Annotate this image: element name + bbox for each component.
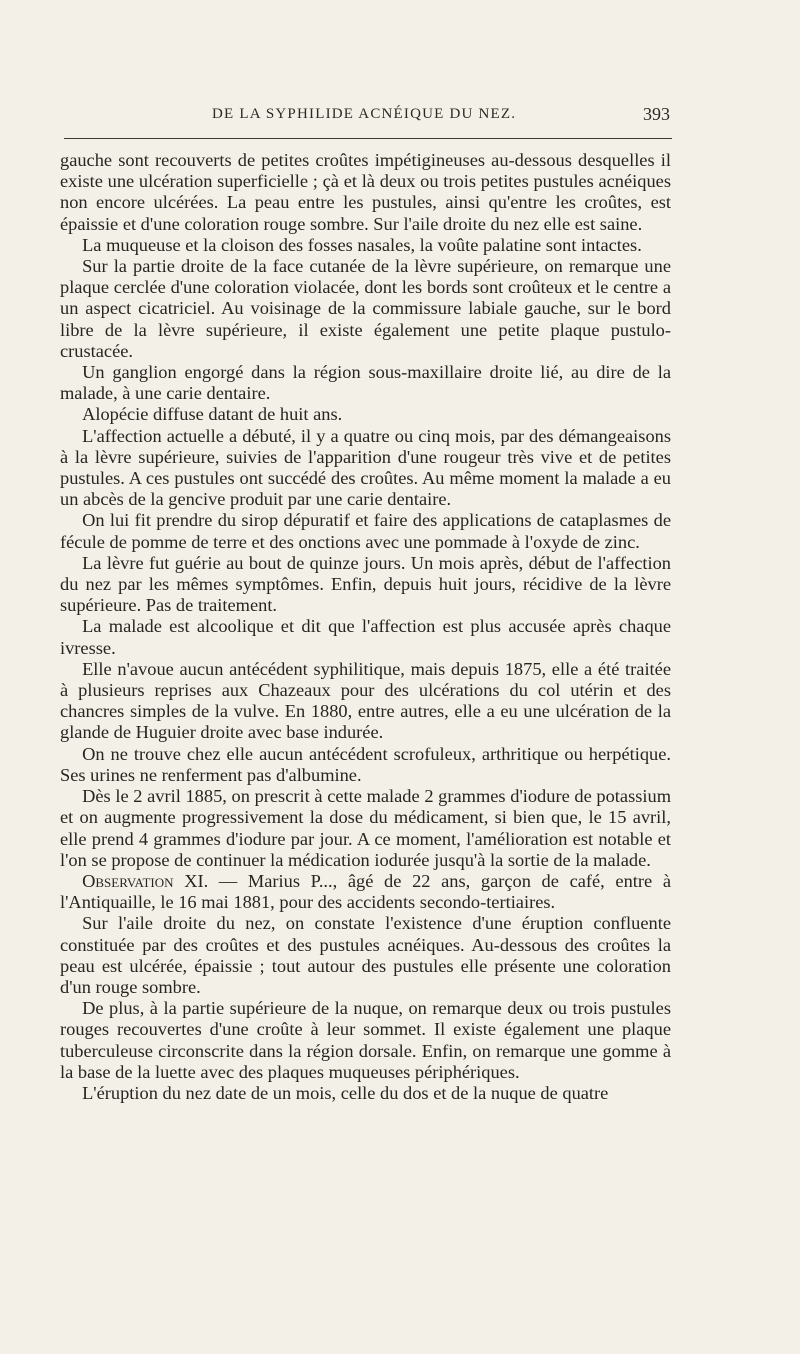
paragraph: De plus, à la partie supérieure de la nuque, on remarque deux ou trois pustules rouges recouvertes d'une croûte à leur sommet. Il existe également une plaque tuberculeuse circonscrite dans la région dorsale. Enfin, on remarque une gomme à la base de la luette avec des plaques muqueuses périphériques. [60, 998, 671, 1082]
paragraph: gauche sont recouverts de petites croûtes impétigineuses au-dessous desquelles il existe une ulcération superficielle ; çà et là deux ou trois petites pustules acnéiques non encore ulcérées. La peau entre les pustules, ainsi qu'entre les croûtes, est épaissie et d'une coloration rouge sombre. Sur l'aile droite du nez elle est saine. [60, 150, 671, 234]
paragraph: Sur la partie droite de la face cutanée de la lèvre supérieure, on remarque une plaque cerclée d'une coloration violacée, dont les bords sont croûteux et le centre a un aspect cicatriciel. Au voisinage de la commissure labiale gauche, sur le bord libre de la lèvre supérieure, il existe également une petite plaque pustulo-crustacée. [60, 256, 671, 361]
observation-text: — Marius P..., âgé de 22 ans, garçon de café, entre à l'Antiquaille, le 16 mai 1881, pour des accidents secondo-tertiaires. [60, 870, 671, 913]
paragraph: L'affection actuelle a débuté, il y a quatre ou cinq mois, par des démangeaisons à la lèvre supérieure, suivies de l'apparition d'une rougeur très vive et de petites pustules. A ces pustules ont succédé des croûtes. Au même moment la malade a eu un abcès de la gencive produit par une carie dentaire. [60, 425, 671, 510]
body-text [60, 150, 671, 1104]
paragraph: L'éruption du nez date de un mois, celle du dos et de la nuque de quatre [82, 1082, 609, 1103]
paragraph: La lèvre fut guérie au bout de quinze jours. Un mois après, début de l'affection du nez par les mêmes symptômes. Enfin, depuis huit jours, récidive de la lèvre supérieure. Pas de traitement. [60, 552, 671, 616]
paragraph: La muqueuse et la cloison des fosses nasales, la voûte palatine sont intactes. [82, 234, 642, 255]
paragraph: Un ganglion engorgé dans la région sous-maxillaire droite lié, au dire de la malade, à une carie dentaire. [60, 362, 671, 404]
running-title: DE LA SYPHILIDE ACNÉIQUE DU NEZ. [212, 106, 517, 122]
paragraph: Elle n'avoue aucun antécédent syphilitique, mais depuis 1875, elle a été traitée à plusieurs reprises aux Chazeaux pour des ulcérations du col utérin et des chancres simples de la vulve. En 1880, entre autres, elle a eu une ulcération de la glande de Huguier droite avec base indurée. [60, 658, 671, 743]
observation-label: Observation XI. [82, 870, 209, 891]
paragraph: Alopécie diffuse datant de huit ans. [82, 404, 343, 425]
paragraph: Sur l'aile droite du nez, on constate l'existence d'une éruption confluente constituée par des croûtes et des pustules acnéiques. Au-dessous des croûtes la peau est ulcérée, épaissie ; tout autour des pustules elle présente une coloration d'un rouge sombre. [60, 913, 671, 997]
paragraph: On lui fit prendre du sirop dépuratif et faire des applications de cataplasmes de fécule de pomme de terre et des onctions avec une pommade à l'oxyde de zinc. [60, 510, 671, 552]
page-header [62, 104, 672, 128]
page-number: 393 [643, 104, 670, 124]
observation-heading-paragraph [60, 871, 671, 913]
paragraph: La malade est alcoolique et dit que l'affection est plus accusée après chaque ivresse. [60, 616, 671, 658]
paragraph: On ne trouve chez elle aucun antécédent scrofuleux, arthritique ou herpétique. Ses urines ne renferment pas d'albumine. [60, 743, 671, 785]
header-rule [64, 138, 672, 139]
paragraph: Dès le 2 avril 1885, on prescrit à cette malade 2 grammes d'iodure de potassium et on augmente progressivement la dose du médicament, si bien que, le 15 avril, elle prend 4 grammes d'iodure par jour. A ce moment, l'amélioration est notable et l'on se propose de continuer la médication iodurée jusqu'à la sortie de la malade. [60, 786, 671, 870]
